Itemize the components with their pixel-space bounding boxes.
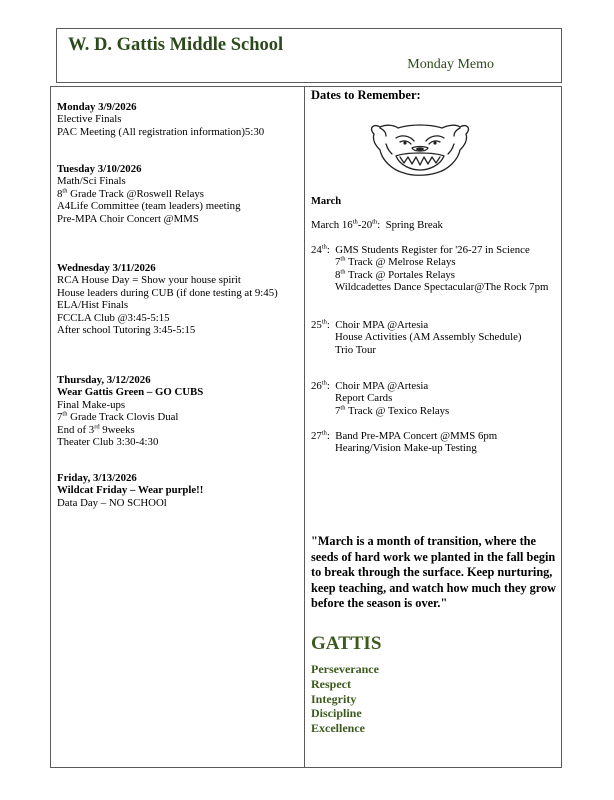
event-line: 8th Track @ Portales Relays xyxy=(335,268,455,281)
gattis-title: GATTIS xyxy=(311,633,382,654)
school-name: W. D. Gattis Middle School xyxy=(68,35,284,55)
event-line: Wildcadettes Dance Spectacular@The Rock 7pm xyxy=(335,281,549,294)
quote-text: "March is a month of transition, where the seeds of hard work we planted in the fall begin to break through the surface. Keep nurturing, keep teaching, and watch how much they grow before the season is over." xyxy=(311,534,557,610)
event-line: GMS Students Register for '26-27 in Science xyxy=(335,244,530,256)
day-friday xyxy=(57,472,203,509)
event-26th xyxy=(311,380,449,417)
event-line: Choir MPA @Artesia xyxy=(335,380,429,392)
day-monday xyxy=(57,101,264,138)
column-divider xyxy=(304,86,305,767)
event-date: March 16th-20th: xyxy=(311,218,381,231)
day-line: Pre-MPA Choir Concert @MMS xyxy=(57,212,199,225)
value-item: Respect xyxy=(311,676,351,691)
day-line: 8th Grade Track @Roswell Relays xyxy=(57,187,204,200)
day-subtitle: Wildcat Friday – Wear purple!! xyxy=(57,484,204,497)
day-thursday xyxy=(57,374,203,448)
day-title: Tuesday 3/10/2026 xyxy=(57,163,142,175)
event-line: House Activities (AM Assembly Schedule) xyxy=(335,331,522,344)
event-spring-break xyxy=(311,219,443,231)
value-item: Integrity xyxy=(311,691,357,706)
event-25th xyxy=(311,319,522,356)
value-item: Perseverance xyxy=(311,662,379,676)
event-date: 25th: xyxy=(311,318,330,331)
values-list xyxy=(311,662,379,736)
day-line: PAC Meeting (All registration information)5:30 xyxy=(57,125,265,138)
header-box xyxy=(56,28,562,83)
event-27th xyxy=(311,430,497,455)
day-line: Theater Club 3:30-4:30 xyxy=(57,436,159,449)
day-line: RCA House Day = Show your house spirit xyxy=(57,274,241,287)
day-title: Thursday, 3/12/2026 xyxy=(57,374,151,386)
day-title: Monday 3/9/2026 xyxy=(57,101,137,113)
event-24th xyxy=(311,244,548,294)
day-line: ELA/Hist Finals xyxy=(57,299,129,312)
day-line: FCCLA Club @3:45-5:15 xyxy=(57,311,170,324)
day-line: Elective Finals xyxy=(57,113,122,126)
event-line: Choir MPA @Artesia xyxy=(335,319,429,331)
value-item: Excellence xyxy=(311,721,365,736)
day-title: Wednesday 3/11/2026 xyxy=(57,262,156,274)
event-line: Report Cards xyxy=(335,392,393,405)
day-line: Math/Sci Finals xyxy=(57,175,126,188)
event-line: 7th Track @ Melrose Relays xyxy=(335,255,456,269)
memo-title: Monday Memo xyxy=(407,57,494,72)
day-subtitle: Wear Gattis Green – GO CUBS xyxy=(57,386,204,399)
value-item: Discipline xyxy=(311,706,362,721)
event-date: 24th: xyxy=(311,243,330,256)
day-line: After school Tutoring 3:45-5:15 xyxy=(57,324,196,337)
event-line: Hearing/Vision Make-up Testing xyxy=(335,442,477,455)
dates-title: Dates to Remember: xyxy=(311,88,421,102)
event-date: 27th: xyxy=(311,429,330,442)
day-line: 7th Grade Track Clovis Dual xyxy=(57,410,179,424)
day-wednesday xyxy=(57,262,278,336)
day-title: Friday, 3/13/2026 xyxy=(57,472,137,484)
month-heading: March xyxy=(311,196,342,207)
event-line: Spring Break xyxy=(385,219,443,231)
event-date: 26th: xyxy=(311,379,330,392)
day-line: Data Day – NO SCHOOl xyxy=(57,496,167,509)
bear-mascot-icon xyxy=(366,122,474,176)
event-line: Trio Tour xyxy=(335,343,376,356)
event-line: Band Pre-MPA Concert @MMS 6pm xyxy=(335,430,498,442)
day-tuesday xyxy=(57,163,240,225)
day-line: A4Life Committee (team leaders) meeting xyxy=(57,200,241,213)
day-line: Final Make-ups xyxy=(57,398,126,411)
day-line: House leaders during CUB (if done testing at 9:45) xyxy=(57,286,278,299)
event-line: 7th Track @ Texico Relays xyxy=(335,404,450,417)
day-line: End of 3rd 9weeks xyxy=(57,423,135,436)
